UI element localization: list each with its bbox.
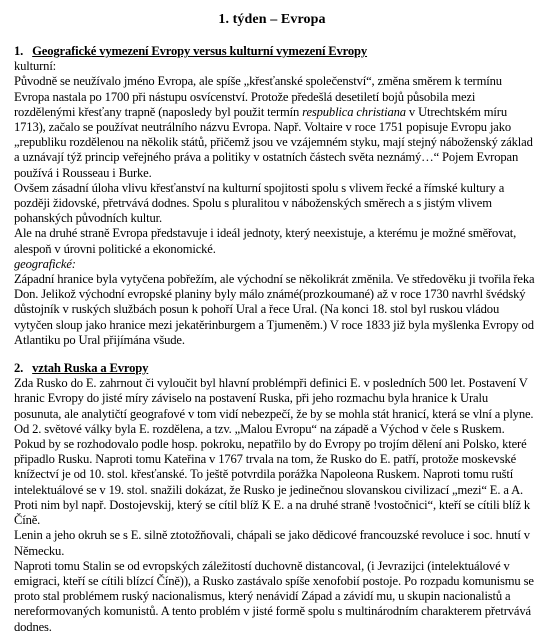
geographic-paragraph: Západní hranice byla vytyčena pobřežím, ale východní se několikrát změnila. Ve středověku ji tvořila řeka Don. Jelikož východní evropské planiny byly málo známé(prozkoumané) až v roce 1730 navrhl švédský důstojník v ruských službách posun k pohoří Ural a řece Ural. (Na konci 18. stol byl ruskou vládou vytyčen sloup jako hranice mezi jekatěrinburgem a Tjumeněm.) V roce 1833 již byla myšlenka Evropy od Atlantiku po Ural přijímána všude. — [14, 272, 535, 347]
section-russia-europe — [14, 361, 538, 635]
section-geography-vs-culture — [14, 44, 538, 348]
section-1-number: 1. — [14, 44, 24, 58]
russia-paragraph-1: Zda Rusko do E. zahrnout či vyloučit byl hlavní problémpři definici E. v posledních 500 let. Postavení V hranic Evropy do jisté míry záviselo na postavení Ruska, při jeho rozmachu byla hranice k Uralu posunuta, ale analytičtí geografové v tom vidí nebezpečí, že by se mohla stát hranicí, která se vlní a plyne. Od 2. světové války byla E. rozdělena, a tzv. „Malou Evropu“ na západě a Východ v čele s Ruskem. — [14, 376, 534, 436]
section-1-title: Geografické vymezení Evropy versus kulturní vymezení Evropy — [32, 44, 368, 58]
subheading-geographic: geografické: — [14, 256, 76, 271]
russia-paragraph-4: Naproti tomu Stalin se od evropských záležitostí duchovně distancoval, (i Jevrazijci (intelektuálové v emigraci, kteří se cítili blízcí Číně)), a Rusko zastávalo spíše xenofobií postoje. Po rozpadu komunismu se proto stal problémem ruský nacionalismus, který nenávidí Západ a závidí mu, u skupin nacionalistů a nereformovaných komunistů. A tento problém v jisté formě spolu s multinárodním charakterem přetrvává dodnes. — [14, 558, 534, 634]
section-1-heading — [14, 44, 538, 59]
section-2-number: 2. — [14, 361, 24, 376]
document-body — [14, 44, 538, 635]
subheading-cultural: kulturní: — [14, 59, 57, 74]
section-2-title: vztah Ruska a Evropy — [32, 361, 149, 376]
cultural-paragraph-1 — [14, 74, 538, 180]
section-gap — [14, 348, 538, 361]
cultural-paragraph-1-text: Původně se neužívalo jméno Evropa, ale spíše „křesťanské společenství“, změna směrem k termínu Evropa nastala po 1700 při nástupu osvícenství. Protože předešlá desetiletí bojů působila mezi rozdělenými křesťany trapně (naposledy byl použit termín respublica christiana v Utrechtském míru 1713), začalo se používat neutrálního názvu Evropa. Např. Voltaire v roce 1751 popisuje Evropu jako „republiku rozdělenou na několik států, přičemž jsou ve vzájemném styku, mají stejný náboženský základ a uznávají týž princip veřejného práva a politiky v ostatních částech světa neznámý…“ Pojem Evropan používá i Rousseau i Burke. — [14, 74, 533, 180]
latin-term: respublica christiana — [302, 104, 406, 119]
russia-paragraph-2: Pokud by se rozhodovalo podle hosp. pokroku, nepatřilo by do Evropy po trojím dělení ani Polsko, které připadlo Rusku. Naproti tomu Kateřina v 1767 trvala na tom, že Rusko do E. patří, protože moskevské knížectví je od 10. stol. křesťanské. To ještě potvrdila porážka Napoleona Ruskem. Naproti tomu ruští intelektuálové se v 19. stol. snažili dokázat, že Rusko je jedinečnou slovanskou civilizací „mezi“ E. a A. Proti nim byl např. Dostojevskij, který se cítil blíž K E. a na druhé straně !vostočnici“, kteří se cítili blíž k Číně. — [14, 437, 531, 528]
cultural-paragraph-2: Ovšem zásadní úloha vlivu křesťanství na kulturní spojitosti spolu s vlivem řecké a římské kultury a později židovské, přetrvává dodnes. Spolu s pluralitou v náboženských směrech a s jistým vlivem pohanských původních kultur. — [14, 180, 505, 226]
section-2-heading — [14, 361, 538, 376]
russia-paragraph-3: Lenin a jeho okruh se s E. silně ztotožňovali, chápali se jako dědicové francouzské revoluce i soc. hnutí v Německu. — [14, 528, 530, 558]
cultural-paragraph-3: Ale na druhé straně Evropa představuje i ideál jednoty, který neexistuje, a kterému je možné směřovat, alespoň v úrovni politické a ekonomické. — [14, 226, 517, 256]
page-title: 1. týden – Evropa — [218, 12, 326, 27]
